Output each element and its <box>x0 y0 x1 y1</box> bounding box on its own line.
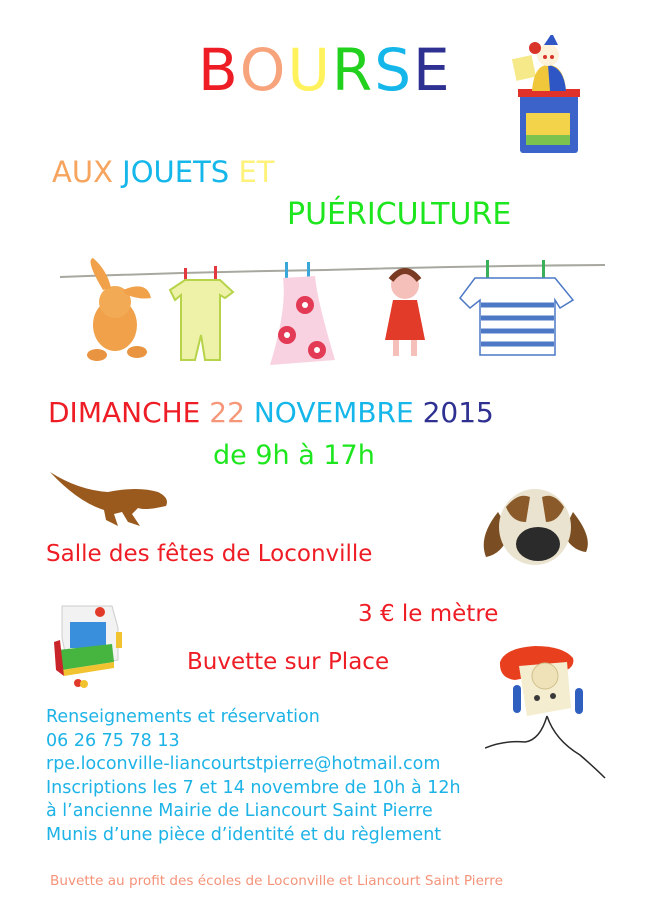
info-heading: Renseignements et réservation <box>46 707 320 727</box>
registration-location: à l’ancienne Mairie de Liancourt Saint Pierre <box>46 801 433 821</box>
date-day-name: DIMANCHE <box>48 396 201 429</box>
date-day-number: 22 <box>209 396 245 429</box>
refreshments-note: Buvette sur Place <box>187 649 390 675</box>
cash-register-image <box>52 598 132 688</box>
jack-in-box-image <box>512 35 587 155</box>
date-month: NOVEMBRE <box>253 396 414 429</box>
subtitle-word: AUX <box>52 155 113 189</box>
title-letter: R <box>331 36 375 104</box>
registration-dates: Inscriptions les 7 et 14 novembre de 10h à 12h <box>46 777 461 798</box>
phone-number[interactable]: 06 26 75 78 13 <box>46 730 180 751</box>
registration-requirements: Munis d’une pièce d’identité et du règlement <box>46 824 442 845</box>
poster-title <box>198 36 452 104</box>
subtitle-word: ET <box>238 155 275 189</box>
event-hours: de 9h à 17h <box>213 440 375 471</box>
event-date <box>48 396 494 429</box>
title-letter: U <box>287 36 332 104</box>
title-letter: S <box>374 36 414 104</box>
email-address[interactable]: rpe.loconville-liancourtstpierre@hotmail.com <box>46 754 441 774</box>
clothesline-image <box>55 250 610 380</box>
contact-info <box>46 706 461 847</box>
title-letter: E <box>413 36 452 104</box>
toy-telephone-image <box>485 640 620 780</box>
plush-dog-image <box>478 482 593 572</box>
title-letter: B <box>198 36 240 104</box>
subtitle-line-1 <box>52 155 274 189</box>
footer-note: Buvette au profit des écoles de Loconville et Liancourt Saint Pierre <box>50 873 503 889</box>
event-venue: Salle des fêtes de Loconville <box>46 541 373 567</box>
dinosaur-image <box>48 470 173 530</box>
title-letter: O <box>239 36 288 104</box>
price-per-meter: 3 € le mètre <box>358 601 499 627</box>
subtitle-line-2: PUÉRICULTURE <box>287 197 512 232</box>
date-year: 2015 <box>422 396 494 429</box>
subtitle-word: JOUETS <box>122 155 230 189</box>
